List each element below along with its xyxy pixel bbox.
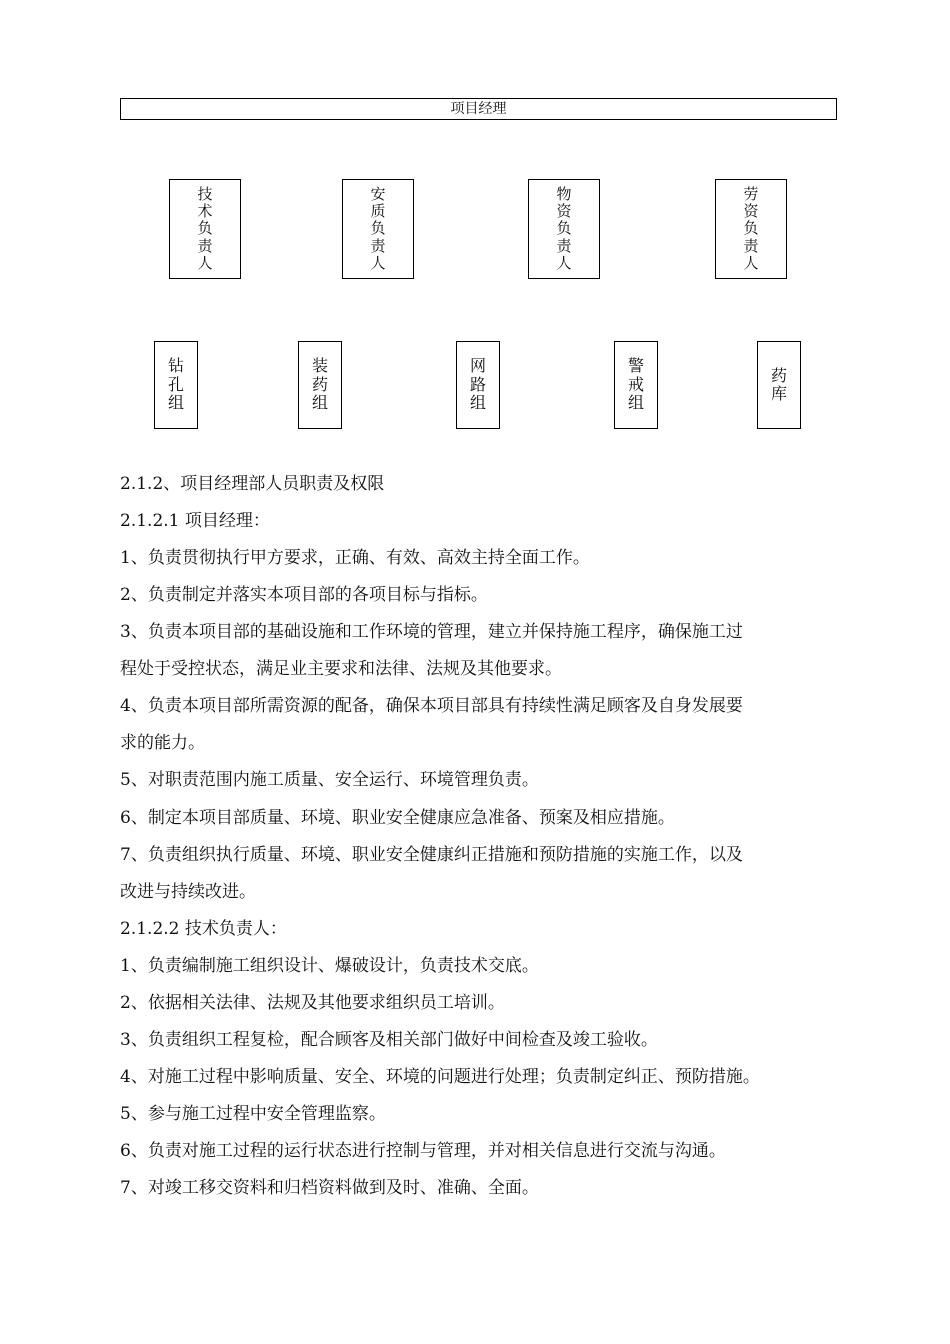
label-char: 组 (167, 393, 184, 413)
label-char: 责 (370, 236, 386, 255)
label-char: 药 (770, 365, 787, 385)
manager-box-tech (169, 179, 241, 279)
group-label (628, 357, 644, 412)
label-char: 组 (311, 393, 328, 413)
manager-box-labor (715, 179, 787, 279)
paragraph-line: 7、对竣工移交资料和归档资料做到及时、准确、全面。 (120, 1178, 539, 1198)
label-char: 路 (469, 374, 486, 394)
paragraph-line: 3、负责组织工程复检，配合顾客及相关部门做好中间检查及竣工验收。 (120, 1030, 658, 1050)
paragraph-line: 程处于受控状态，满足业主要求和法律、法规及其他要求。 (120, 659, 562, 679)
paragraph-line: 1、负责贯彻执行甲方要求，正确、有效、高效主持全面工作。 (120, 548, 590, 568)
manager-label (197, 186, 212, 272)
label-char: 警 (627, 356, 644, 376)
manager-label (556, 186, 571, 272)
paragraph-line: 1、负责编制施工组织设计、爆破设计，负责技术交底。 (120, 956, 539, 976)
group-box-network (456, 341, 500, 429)
group-label (168, 357, 184, 412)
label-char: 戒 (627, 374, 644, 394)
group-box-drilling (154, 341, 198, 429)
org-top-box (120, 98, 837, 120)
label-char: 责 (556, 236, 572, 255)
label-char: 药 (311, 374, 328, 394)
label-char: 负 (197, 219, 213, 238)
subsection-heading-pm: 2.1.2.1 项目经理： (120, 511, 270, 531)
manager-label (743, 186, 758, 272)
paragraph-line: 5、对职责范围内施工质量、安全运行、环境管理负责。 (120, 770, 539, 790)
paragraph-line: 改进与持续改进。 (120, 882, 256, 902)
paragraph-line: 5、参与施工过程中安全管理监察。 (120, 1104, 386, 1124)
label-char: 库 (770, 384, 787, 403)
label-char: 物 (556, 184, 572, 203)
label-char: 人 (743, 253, 759, 272)
label-char: 负 (370, 219, 386, 238)
group-label (312, 357, 328, 412)
label-char: 资 (556, 202, 572, 221)
label-char: 人 (197, 253, 213, 272)
org-top-label: 项目经理 (450, 101, 507, 117)
paragraph-line: 2、负责制定并落实本项目部的各项目标与指标。 (120, 585, 488, 605)
label-char: 安 (370, 184, 386, 203)
label-char: 术 (197, 202, 213, 221)
group-label (470, 357, 486, 412)
paragraph-line: 7、负责组织执行质量、环境、职业安全健康纠正措施和预防措施的实施工作，以及 (120, 845, 743, 865)
paragraph-line: 6、负责对施工过程的运行状态进行控制与管理，并对相关信息进行交流与沟通。 (120, 1141, 726, 1161)
group-box-explosive-store (757, 341, 801, 429)
manager-box-materials (528, 179, 600, 279)
group-box-guard (614, 341, 658, 429)
label-char: 组 (469, 393, 486, 413)
label-char: 技 (197, 184, 213, 203)
label-char: 质 (370, 202, 386, 221)
label-char: 负 (743, 219, 759, 238)
label-char: 责 (743, 236, 759, 255)
label-char: 人 (370, 253, 386, 272)
paragraph-line: 4、负责本项目部所需资源的配备，确保本项目部具有持续性满足顾客及自身发展要 (120, 696, 743, 716)
manager-box-safety (342, 179, 414, 279)
paragraph-line: 2、依据相关法律、法规及其他要求组织员工培训。 (120, 993, 505, 1013)
label-char: 责 (197, 236, 213, 255)
group-label (771, 367, 787, 404)
label-char: 孔 (167, 374, 184, 394)
label-char: 资 (743, 202, 759, 221)
paragraph-line: 6、制定本项目部质量、环境、职业安全健康应急准备、预案及相应措施。 (120, 808, 675, 828)
label-char: 装 (311, 356, 328, 376)
label-char: 人 (556, 253, 572, 272)
label-char: 负 (556, 219, 572, 238)
paragraph-line: 3、负责本项目部的基础设施和工作环境的管理，建立并保持施工程序，确保施工过 (120, 622, 743, 642)
paragraph-line: 4、对施工过程中影响质量、安全、环境的问题进行处理；负责制定纠正、预防措施。 (120, 1067, 760, 1087)
label-char: 钻 (167, 356, 184, 376)
label-char: 组 (627, 393, 644, 413)
subsection-heading-tech: 2.1.2.2 技术负责人： (120, 919, 287, 939)
label-char: 劳 (743, 184, 759, 203)
paragraph-line: 求的能力。 (120, 733, 205, 753)
manager-label (370, 186, 385, 272)
group-box-charging (298, 341, 342, 429)
label-char: 网 (469, 356, 486, 376)
section-heading: 2.1.2、项目经理部人员职责及权限 (120, 474, 385, 494)
